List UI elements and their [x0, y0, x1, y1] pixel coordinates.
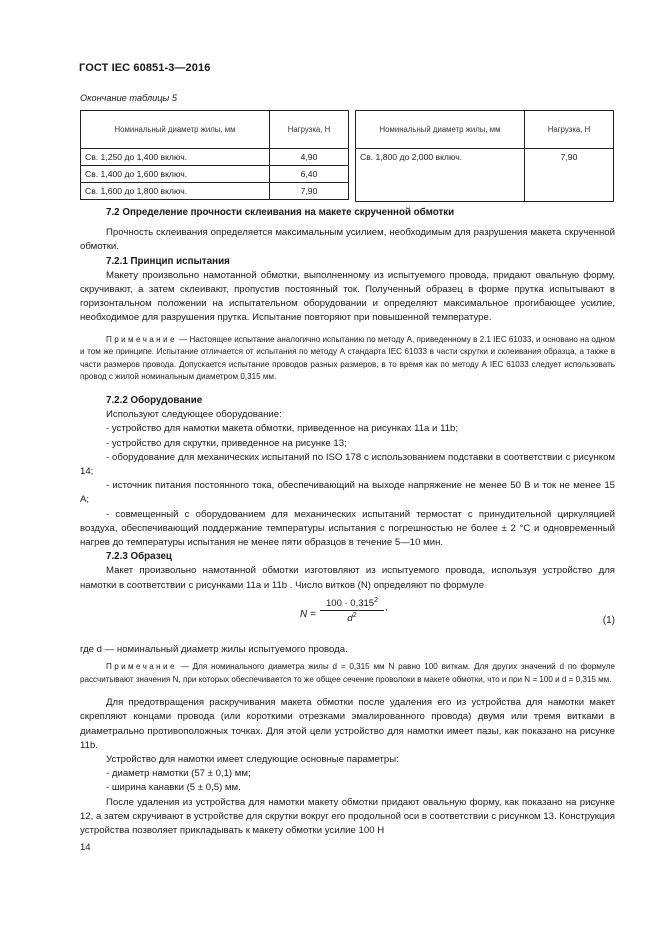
list-item: - ширина канавки (5 ± 0,5) мм. [106, 782, 241, 794]
formula-fraction [320, 597, 384, 624]
note-text: — Настоящее испытание аналогично испытанию по методу А, приведенному в 2.1 IEC 61033, и основано на одном и том же принципе. Испытание отличается от испытания по методу А стандарта IEC 61033 в части скрутки и склеивания образца, а также в части размеров провода. Допускается испытание проводов разных размеров, в то время как по методу А IEC 61033 следует использовать провод с жилой номинальным диаметром 0,315 мм. [80, 334, 615, 382]
table-cell-load: 4,90 [270, 149, 349, 166]
list-item: - диаметр намотки (57 ± 0,1) мм; [106, 768, 251, 780]
paragraph: Прочность склеивания определяется максимальным усилием, необходимым для разрушения макета скрученной обмотки. [80, 227, 615, 253]
formula-number: (1) [602, 614, 615, 626]
document-header: ГОСТ IEC 60851-3—2016 [79, 62, 211, 74]
table-row [81, 183, 349, 200]
formula-comma: , [385, 601, 388, 613]
formula-den-exponent: 2 [352, 612, 357, 619]
table-cell-load: 6,40 [270, 166, 349, 183]
table-cell-diameter: Св. 1,800 до 2,000 включ. [356, 149, 525, 202]
table-row [81, 149, 349, 166]
list-item: - источник питания постоянного тока, обеспечивающий на выходе напряжение не менее 50 В и ток не менее 15 А; [80, 480, 615, 506]
note [80, 661, 615, 686]
list-item: - устройство для скрутки, приведенное на рисунке 13; [106, 437, 347, 449]
fraction-bar [320, 610, 384, 611]
paragraph: Для предотвращения раскручивания макета обмотки после удаления его из устройства для намотки макет скрепляют концами провода (или короткими отрезками эмалированного провода) двумя или тремя витками в диаметрально противоположных точках. Для этой цели устройство для намотки имеет пазы, как показано на рисунке 11b. [80, 697, 615, 751]
right-header-diameter: Номинальный диаметр жилы, мм [356, 111, 525, 149]
subsection-heading: 7.2.2 Оборудование [106, 395, 203, 406]
formula-numerator: 100 · 0,315 [326, 598, 375, 609]
subsection-heading: 7.2.3 Образец [106, 551, 172, 563]
formula-num-exponent: 2 [374, 596, 378, 604]
note [80, 334, 615, 384]
note-text: — Для номинального диаметра жилы d = 0,315 мм N равно 100 виткам. Для других значений d по формуле рассчитывают значения N, при которых обеспечивается то же общее сечение проволоки в макете обмотки, что и при N = 100 и d = 0,315 мм. [80, 662, 615, 684]
list-item: - совмещенный с оборудованием для механических испытаний термостат с принудительной циркуляцией воздуха, обеспечивающий поддержание температуры испытания с погрешностью не более ± 2 °С и одновременный нагрев до температуры испытания не менее пяти образцов в течение 5—10 мин. [80, 508, 615, 549]
section-heading: 7.2 Определение прочности склеивания на макете скрученной обмотки [106, 207, 455, 218]
right-table [355, 110, 614, 202]
left-header-diameter: Номинальный диаметр жилы, мм [81, 111, 270, 149]
table-cell-load: 7,90 [270, 183, 349, 200]
table-cell-diameter: Св. 1,600 до 1,800 включ. [81, 183, 270, 200]
table-cell-load: 7,90 [525, 149, 614, 202]
paragraph: Устройство для намотки имеет следующие основные параметры: [106, 754, 399, 766]
subsection-heading: 7.2.1 Принцип испытания [106, 255, 230, 267]
formula-denominator: d [347, 613, 353, 625]
formula-lhs: N = [300, 608, 316, 620]
page-number: 14 [80, 842, 91, 853]
note-label: Примечание [106, 334, 177, 344]
note-label: Примечание [106, 662, 177, 672]
right-header-load: Нагрузка, Н [525, 111, 614, 149]
table-cell-diameter: Св. 1,400 до 1,600 включ. [81, 166, 270, 183]
paragraph: где d — номинальный диаметр жилы испытуемого провода. [80, 643, 348, 655]
main-content [80, 206, 615, 838]
table-row [81, 166, 349, 183]
paragraph: Макету произвольно намотанной обмотки, выполненному из испытуемого провода, придают овальную форму, скручивают, а затем склеивают, пропустив постоянный ток. Полученный образец в форме прутка испытывают в горизонтальном положении на испытательном оборудовании и определяют максимальное прогибающее усилие, необходимое для разрушения прутка. Испытание повторяют при повышенной температуре. [80, 269, 615, 324]
paragraph: Макет произвольно намотанной обмотки изготовляют из испытуемого провода, используя устройство для намотки в соответствии с рисунками 11a и 11b . Число витков (N) определяют по формуле [80, 565, 615, 591]
list-item: - устройство для намотки макета обмотки, приведенное на рисунках 11a и 11b; [106, 423, 459, 435]
left-table [80, 110, 349, 200]
paragraph: Используют следующее оборудование: [106, 409, 282, 421]
table-row [356, 149, 614, 202]
formula [80, 593, 615, 639]
table-caption: Окончание таблицы 5 [80, 93, 177, 103]
paragraph: После удаления из устройства для намотки макету обмотки придают овальную форму, как показано на рисунке 12, а затем скручивают в устройстве для скрутки вокруг его продольной оси в соответствии с рисунком 13. Конструкция устройства позволяет прикладывать к макету обмотки усилие 100 Н [80, 796, 615, 837]
left-header-load: Нагрузка, Н [270, 111, 349, 149]
list-item: - оборудование для механических испытаний по ISO 178 с использованием подставки в соответствии с рисунком 14; [80, 451, 615, 478]
table-cell-diameter: Св. 1,250 до 1,400 включ. [81, 149, 270, 166]
